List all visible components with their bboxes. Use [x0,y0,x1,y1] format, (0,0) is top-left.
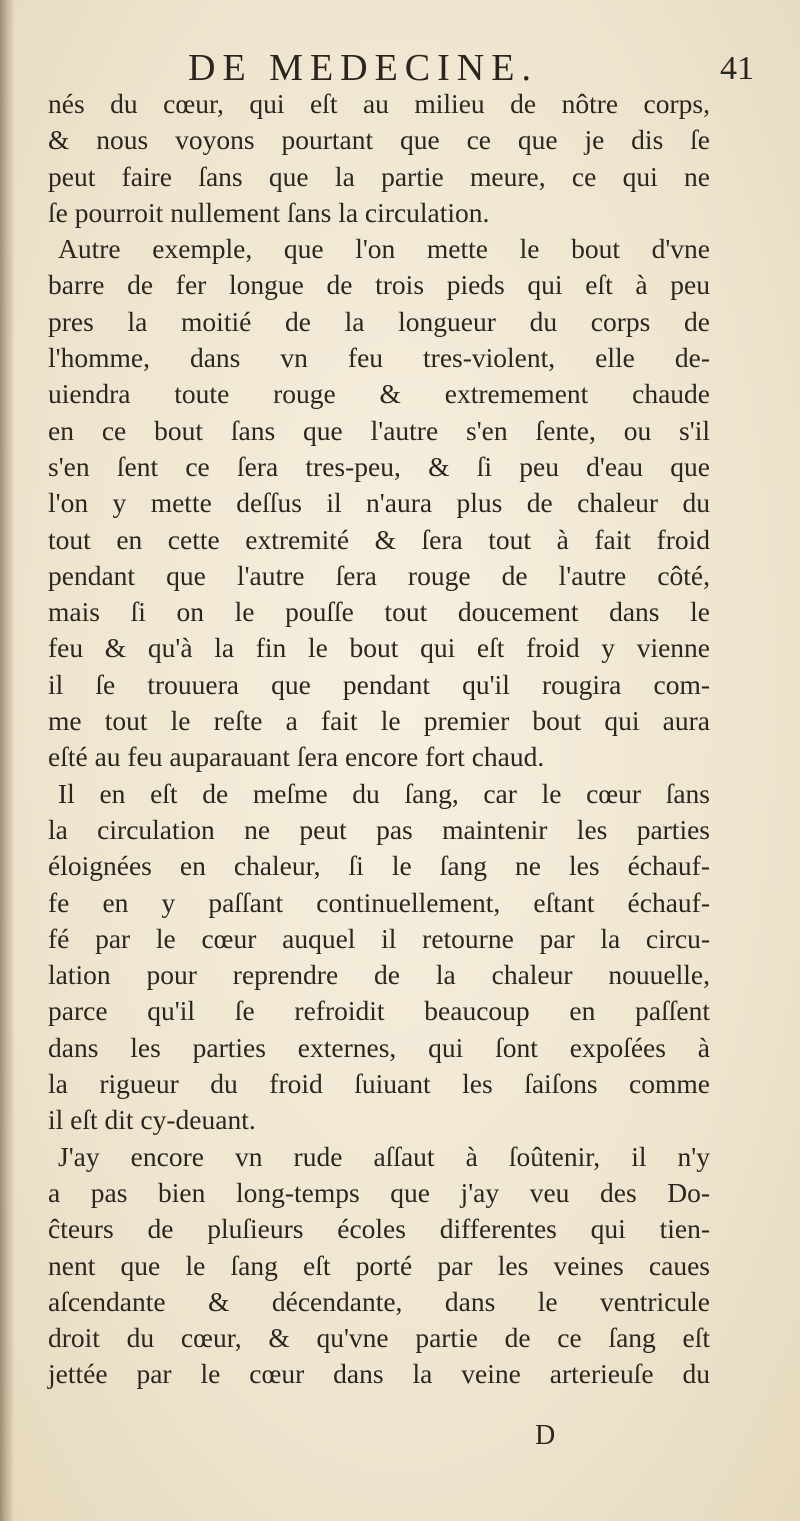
text-line: dans les parties externes, qui ſont expoſées à [48,1031,710,1063]
text-line: aſcendante & décendante, dans le ventricule [48,1285,710,1317]
signature-mark: D [535,1420,556,1451]
running-head: DE MEDECINE. [188,47,538,89]
text-line: barre de fer longue de trois pieds qui eſt à peu [48,269,710,301]
text-line: ſe pourroit nullement ſans la circulation. [48,196,490,228]
text-line: me tout le reſte a fait le premier bout qui aura [48,705,710,737]
text-line: il eſt dit cy-deuant. [48,1104,256,1136]
text-line: pendant que l'autre ſera rouge de l'autre côté, [48,559,710,591]
text-line: ĉteurs de pluſieurs écoles differentes qui tien- [48,1213,710,1245]
text-line: la circulation ne peut pas maintenir les parties [48,813,710,845]
text-line: mais ſi on le pouſſe tout doucement dans le [48,596,710,628]
text-line: l'on y mette deſſus il n'aura plus de chaleur du [48,487,710,519]
text-line: en ce bout ſans que l'autre s'en ſente, ou s'il [48,414,710,446]
text-line: parce qu'il ſe refroidit beaucoup en paſſent [48,995,710,1027]
text-line: droit du cœur, & qu'vne partie de ce ſang eſt [48,1322,710,1354]
page-gutter-shadow [0,0,14,1521]
text-line: nent que le ſang eſt porté par les veines caues [48,1249,710,1281]
text-line: jettée par le cœur dans la veine arterieuſe du [48,1358,710,1390]
text-line: a pas bien long-temps que j'ay veu des Do- [48,1176,710,1208]
page-number: 41 [720,50,754,87]
body-text [48,86,710,1393]
text-line: pres la moitié de la longueur du corps de [48,305,710,337]
text-line: il ſe trouuera que pendant qu'il rougira com- [48,668,710,700]
text-line: Autre exemple, que l'on mette le bout d'vne [58,233,710,265]
text-line: J'ay encore vn rude aſſaut à ſoûtenir, il n'y [58,1140,710,1172]
text-line: nés du cœur, qui eſt au milieu de nôtre corps, [48,88,710,119]
text-line: peut faire ſans que la partie meure, ce qui ne [48,160,710,192]
text-line: lation pour reprendre de la chaleur nouuelle, [48,959,710,991]
text-line: Il en eſt de meſme du ſang, car le cœur ſans [58,777,710,809]
text-line: tout en cette extremité & ſera tout à fait froid [48,523,710,555]
text-line: feu & qu'à la fin le bout qui eſt froid y vienne [48,632,710,664]
text-line: l'homme, dans vn feu tres-violent, elle de- [48,342,710,374]
text-line: & nous voyons pourtant que ce que je dis ſe [48,124,710,156]
text-line: fé par le cœur auquel il retourne par la circu- [48,922,710,954]
text-line: eſté au feu auparauant ſera encore fort chaud. [48,741,545,773]
text-line: uiendra toute rouge & extremement chaude [48,378,710,410]
text-line: éloignées en chaleur, ſi le ſang ne les échauf- [48,850,710,882]
text-line: fe en y paſſant continuellement, eſtant échauf- [48,886,710,918]
text-line: s'en ſent ce ſera tres-peu, & ſi peu d'eau que [48,450,710,482]
text-line: la rigueur du froid ſuiuant les ſaiſons comme [48,1068,710,1100]
